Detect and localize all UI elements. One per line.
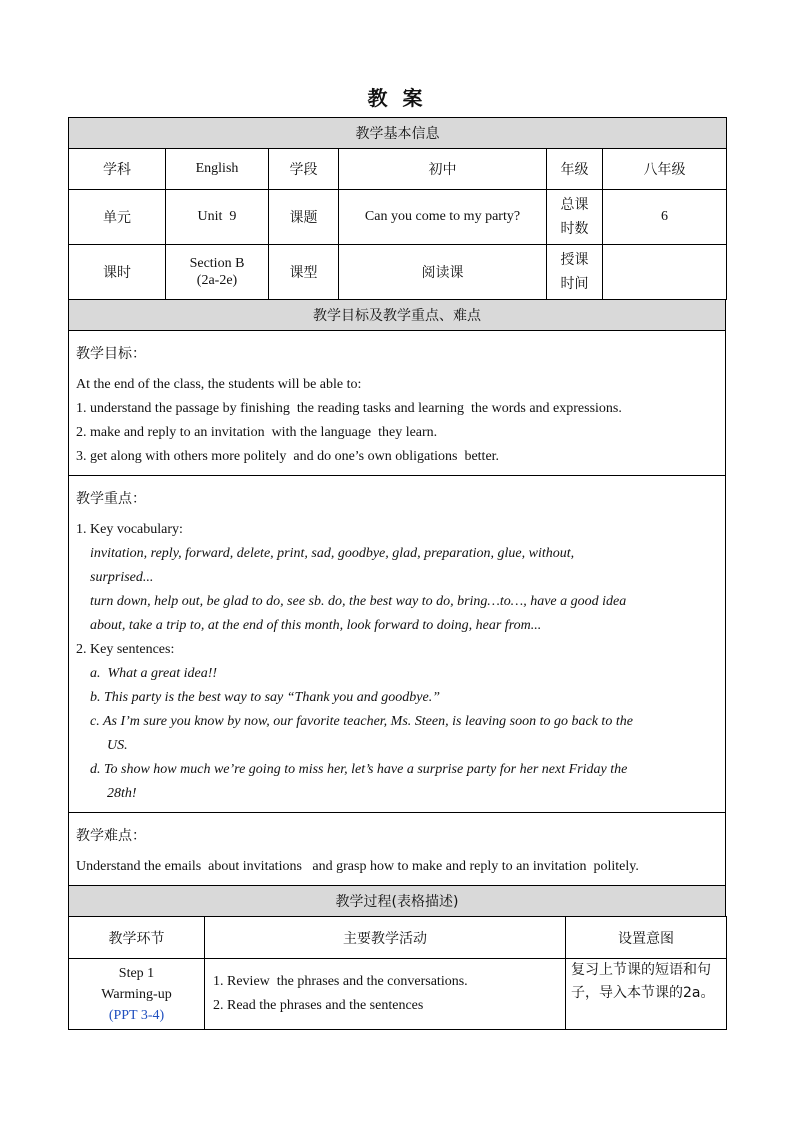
unit-label: 单元 bbox=[69, 190, 166, 245]
sentences-label: 2. Key sentences: bbox=[76, 642, 175, 657]
objective-item: 2. make and reply to an invitation with the language they learn. bbox=[76, 425, 438, 440]
objective-item: 1. understand the passage by finishing the reading tasks and learning the words and expressions. bbox=[76, 401, 622, 416]
process-col-intent: 设置意图 bbox=[566, 917, 727, 959]
vocab-line: turn down, help out, be glad to do, see sb. do, the best way to do, bring…to…, have a good idea bbox=[90, 594, 627, 609]
difficulties-heading: 教学难点： bbox=[76, 828, 146, 844]
total-hours-value: 6 bbox=[603, 190, 727, 245]
basic-info-header: 教学基本信息 bbox=[69, 118, 727, 149]
step-number: Step 1 bbox=[118, 965, 155, 981]
total-hours-label bbox=[547, 190, 603, 245]
objectives-block bbox=[69, 331, 726, 476]
sentence-d-cont: 28th! bbox=[107, 786, 137, 801]
difficulties-text: Understand the emails about invitations and grasp how to make and reply to an invitation politely. bbox=[76, 859, 639, 874]
sentence-a: a. What a great idea!! bbox=[90, 666, 218, 681]
intent-cell: 复习上节课的短语和句子，导入本节课的2a。 bbox=[566, 959, 727, 1030]
objectives-intro: At the end of the class, the students will be able to: bbox=[76, 377, 362, 392]
activity-item: 1. Review the phrases and the conversations. bbox=[213, 974, 468, 989]
lesson-plan-sheet bbox=[68, 117, 726, 1030]
type-label: 课型 bbox=[269, 245, 339, 300]
process-col-step: 教学环节 bbox=[69, 917, 205, 959]
unit-value: Unit 9 bbox=[166, 190, 269, 245]
type-value: 阅读课 bbox=[339, 245, 547, 300]
step-cell bbox=[69, 959, 205, 1030]
topic-value: Can you come to my party? bbox=[339, 190, 547, 245]
subject-value: English bbox=[166, 149, 269, 190]
step-name: Warming-up bbox=[101, 986, 172, 1002]
stage-label: 学段 bbox=[269, 149, 339, 190]
vocab-line: surprised... bbox=[90, 570, 154, 585]
activity-cell bbox=[205, 959, 566, 1030]
sentence-c-cont: US. bbox=[107, 738, 128, 753]
grade-label: 年级 bbox=[547, 149, 603, 190]
key-points-heading: 教学重点： bbox=[76, 491, 146, 507]
table-row bbox=[69, 959, 727, 1030]
teach-time-label bbox=[547, 245, 603, 300]
teach-time-value[interactable] bbox=[603, 245, 727, 300]
basic-info-table bbox=[68, 117, 727, 300]
period-value bbox=[166, 245, 269, 300]
vocab-line: invitation, reply, forward, delete, print, sad, goodbye, glad, preparation, glue, without, bbox=[90, 546, 575, 561]
period-value-line1: Section B bbox=[189, 256, 245, 271]
topic-label: 课题 bbox=[269, 190, 339, 245]
objectives-heading: 教学目标： bbox=[76, 346, 146, 362]
objective-item: 3. get along with others more politely and do one’s own obligations better. bbox=[76, 449, 500, 464]
sentence-c: c. As I’m sure you know by now, our favorite teacher, Ms. Steen, is leaving soon to go back to the bbox=[90, 714, 633, 729]
period-label: 课时 bbox=[69, 245, 166, 300]
process-header: 教学过程(表格描述) bbox=[69, 886, 726, 917]
process-col-activity: 主要教学活动 bbox=[205, 917, 566, 959]
sentence-d: d. To show how much we’re going to miss her, let’s have a surprise party for her next Friday the bbox=[90, 762, 628, 777]
vocab-line: about, take a trip to, at the end of this month, look forward to doing, hear from... bbox=[90, 618, 542, 633]
key-points-block bbox=[69, 476, 726, 813]
vocab-label: 1. Key vocabulary: bbox=[76, 522, 183, 537]
document-title: 教 案 bbox=[367, 86, 427, 110]
period-value-line2: (2a-2e) bbox=[196, 273, 238, 288]
total-hours-label-line1: 总课 bbox=[560, 197, 589, 213]
subject-label: 学科 bbox=[69, 149, 166, 190]
stage-value: 初中 bbox=[339, 149, 547, 190]
sentence-b: b. This party is the best way to say “Thank you and goodbye.” bbox=[90, 690, 440, 705]
grade-value: 八年级 bbox=[603, 149, 727, 190]
goals-header: 教学目标及教学重点、难点 bbox=[69, 300, 726, 331]
teach-time-label-line1: 授课 bbox=[560, 252, 589, 268]
difficulties-block bbox=[69, 813, 726, 886]
teach-time-label-line2: 时间 bbox=[560, 276, 589, 292]
step-ppt-ref: (PPT 3-4) bbox=[108, 1007, 165, 1023]
process-table bbox=[68, 916, 727, 1030]
goals-table bbox=[68, 299, 726, 917]
activity-item: 2. Read the phrases and the sentences bbox=[213, 998, 424, 1013]
total-hours-label-line2: 时数 bbox=[560, 221, 589, 237]
